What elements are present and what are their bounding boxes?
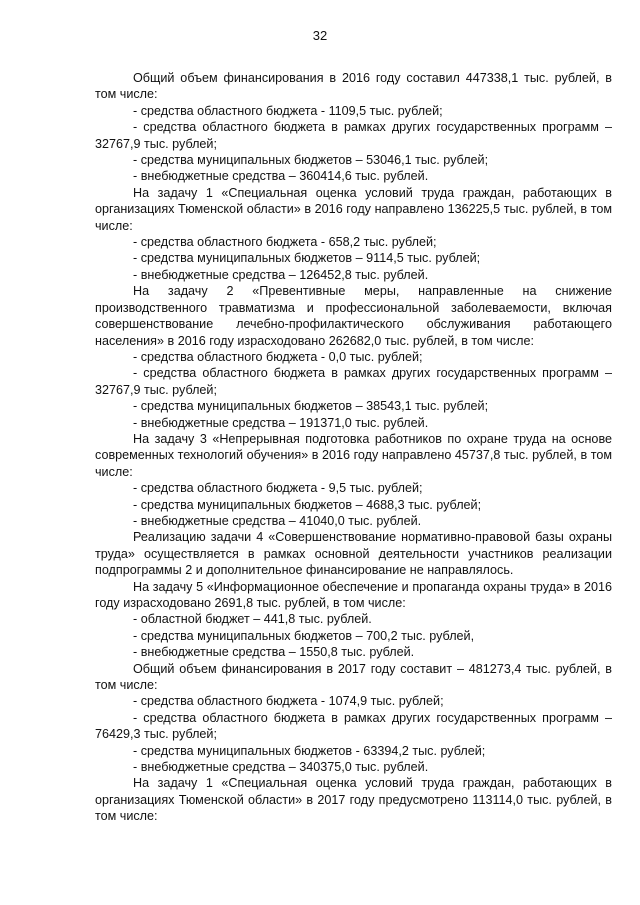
paragraph: На задачу 3 «Непрерывная подготовка работников по охране труда на основе современных технологий обучения» в 2016 году направлено 45737,8 тыс. рублей, в том числе: [95,431,612,479]
paragraph: На задачу 5 «Информационное обеспечение и пропаганда охраны труда» в 2016 году израсходовано 2691,8 тыс. рублей, в том числе: [95,579,612,610]
list-item: - средства областного бюджета - 658,2 тыс. рублей; [133,235,437,250]
page-number: 32 [312,28,328,43]
list-item: - средства областного бюджета - 1074,9 тыс. рублей; [133,694,444,709]
list-item: - средства областного бюджета - 9,5 тыс. рублей; [133,481,423,496]
paragraph: На задачу 1 «Специальная оценка условий труда граждан, работающих в организациях Тюменской области» в 2017 году предусмотрено 113114,0 тыс. рублей, в том числе: [95,776,612,824]
list-item: - средства муниципальных бюджетов – 700,2 тыс. рублей, [133,628,475,643]
paragraph: На задачу 1 «Специальная оценка условий труда граждан, работающих в организациях Тюменской области» в 2016 году направлено 136225,5 тыс. рублей, в том числе: [95,185,612,233]
list-item: - средства муниципальных бюджетов – 9114,5 тыс. рублей; [133,251,481,266]
list-item: - средства областного бюджета - 1109,5 тыс. рублей; [133,103,443,118]
list-item: - средства муниципальных бюджетов – 53046,1 тыс. рублей; [133,153,489,168]
paragraph: Реализацию задачи 4 «Совершенствование нормативно-правовой базы охраны труда» осуществляется в рамках основной деятельности участников реализации подпрограммы 2 и дополнительное финансирование не направлялось. [95,530,612,578]
list-item: - средства муниципальных бюджетов – 4688,3 тыс. рублей; [133,497,482,512]
list-item: - внебюджетные средства – 41040,0 тыс. рублей. [133,513,422,528]
list-item: - средства областного бюджета в рамках других государственных программ – 32767,9 тыс. рублей; [95,120,612,151]
list-item: - внебюджетные средства – 360414,6 тыс. рублей. [133,169,429,184]
document-body [95,70,612,825]
list-item: - средства областного бюджета в рамках других государственных программ – 76429,3 тыс. рублей; [95,710,612,742]
paragraph: На задачу 2 «Превентивные меры, направленные на снижение производственного травматизма и профессиональной заболеваемости, включая совершенствование лечебно-профилактического обслуживания работающего населения» в 2016 году израсходовано 262682,0 тыс. рублей, в том числе: [95,284,612,348]
paragraph: Общий объем финансирования в 2016 году составил 447338,1 тыс. рублей, в том числе: [95,71,612,102]
list-item: - средства областного бюджета - 0,0 тыс. рублей; [133,349,423,364]
list-item: - внебюджетные средства – 1550,8 тыс. рублей. [133,645,415,660]
list-item: - областной бюджет – 441,8 тыс. рублей. [133,612,372,627]
paragraph: Общий объем финансирования в 2017 году составит – 481273,4 тыс. рублей, в том числе: [95,661,612,693]
list-item: - средства муниципальных бюджетов - 63394,2 тыс. рублей; [133,743,486,758]
list-item: - внебюджетные средства – 126452,8 тыс. рублей. [133,267,429,282]
list-item: - средства областного бюджета в рамках других государственных программ – 32767,9 тыс. рублей; [95,366,612,397]
list-item: - внебюджетные средства – 191371,0 тыс. рублей. [133,415,429,430]
list-item: - средства муниципальных бюджетов – 38543,1 тыс. рублей; [133,399,489,414]
list-item: - внебюджетные средства – 340375,0 тыс. рублей. [133,760,429,775]
